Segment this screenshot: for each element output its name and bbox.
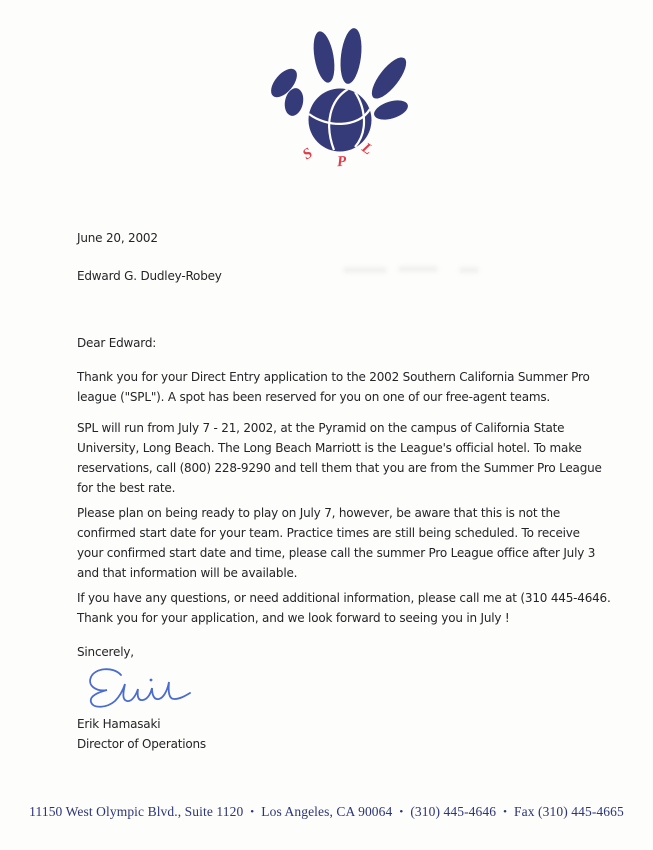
- paragraph-4: [77, 588, 622, 628]
- paragraph-line: Please plan on being ready to play on July 7, however, be aware that this is not the: [77, 506, 561, 520]
- recipient-name: Edward G. Dudley-Robey: [77, 269, 222, 283]
- paragraph-3: [77, 503, 622, 583]
- logo-letter-l: L: [358, 139, 376, 159]
- footer-phone: (310) 445-4646: [410, 804, 497, 819]
- basketball-icon: [309, 89, 372, 152]
- paragraph-line: and that information will be available.: [77, 566, 298, 580]
- bullet-separator: •: [503, 806, 508, 818]
- signer-title: Director of Operations: [77, 737, 206, 751]
- footer-address: 11150 West Olympic Blvd., Suite 1120: [29, 804, 244, 819]
- footer-city: Los Angeles, CA 90064: [261, 804, 393, 819]
- footer-fax: Fax (310) 445-4665: [514, 804, 624, 819]
- letter-body: [77, 228, 622, 754]
- spl-logo: [258, 24, 418, 184]
- paragraph-line: SPL will run from July 7 - 21, 2002, at the Pyramid on the campus of California State: [77, 421, 565, 435]
- paragraph-line: for the best rate.: [77, 481, 176, 495]
- paragraph-line: Thank you for your application, and we look forward to seeing you in July !: [77, 611, 510, 625]
- bullet-separator: •: [399, 806, 404, 818]
- closing: Sincerely,: [77, 645, 134, 659]
- paragraph-line: league ("SPL"). A spot has been reserved for you on one of our free-agent teams.: [77, 390, 551, 404]
- paragraph-line: University, Long Beach. The Long Beach Marriott is the League's official hotel. To make: [77, 441, 582, 455]
- paragraph-1: [77, 367, 622, 407]
- hand-basketball-logo-icon: [258, 24, 418, 184]
- salutation: Dear Edward:: [77, 336, 157, 350]
- paragraph-line: your confirmed start date and time, please call the summer Pro League office after July 3: [77, 546, 596, 560]
- logo-letter-p: P: [336, 153, 347, 171]
- paragraph-line: If you have any questions, or need additional information, please call me at (310 445-4646.: [77, 591, 611, 605]
- letter-date: June 20, 2002: [77, 231, 158, 245]
- paragraph-line: reservations, call (800) 228-9290 and tell them that you are from the Summer Pro League: [77, 461, 602, 475]
- handwritten-signature: [83, 664, 193, 710]
- bullet-separator: •: [250, 806, 255, 818]
- logo-letter-s: S: [299, 145, 316, 164]
- paragraph-line: confirmed start date for your team. Practice times are still being scheduled. To receive: [77, 526, 580, 540]
- letterhead-footer: [0, 804, 653, 820]
- paragraph-line: Thank you for your Direct Entry application to the 2002 Southern California Summer Pro: [77, 370, 590, 384]
- signer-name: Erik Hamasaki: [77, 717, 161, 731]
- paragraph-2: [77, 418, 622, 498]
